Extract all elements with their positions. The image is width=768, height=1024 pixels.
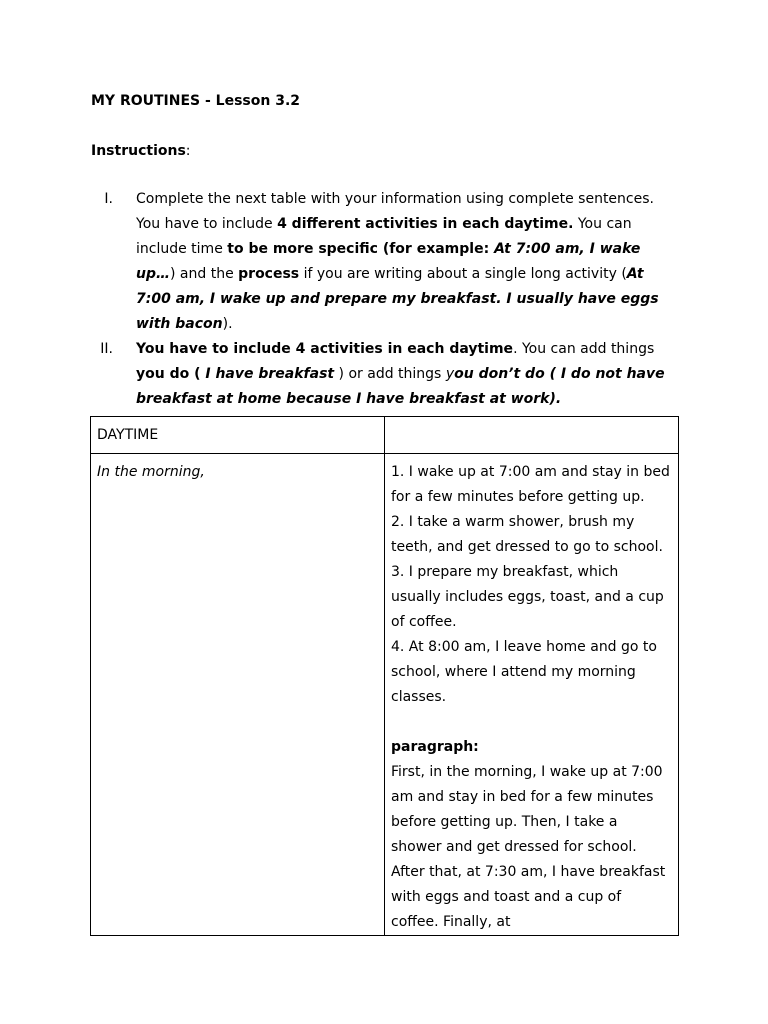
- instruction-text: . You can add things: [513, 341, 655, 357]
- activity-item-4: 4. At 8:00 am, I leave home and go to school, where I attend my morning classes.: [391, 639, 657, 705]
- table-header-empty: [385, 417, 679, 454]
- daytime-label: In the morning,: [97, 464, 205, 480]
- instruction-item-1: [91, 187, 681, 337]
- instruction-emphasis: process: [238, 266, 300, 282]
- paragraph-label: paragraph:: [391, 739, 479, 755]
- instruction-example: ou don’t do ( I do not have breakfast at home because I have breakfast at work).: [136, 366, 665, 407]
- instructions-colon: :: [185, 143, 191, 159]
- instruction-example: At 7:00 am, I wake up and prepare my breakfast. I usually have eggs with bacon: [136, 266, 659, 332]
- instruction-example: At 7:00 am, I wake up…: [136, 241, 641, 282]
- instruction-emphasis: 4 different activities in each daytime.: [277, 216, 574, 232]
- instruction-emphasis: you do (: [136, 366, 206, 382]
- list-marker: I.: [104, 191, 113, 207]
- instruction-text: if you are writing about a single long activity (: [299, 266, 627, 282]
- instruction-text: Complete the next table with your information using complete sentences. You have to include: [136, 191, 654, 232]
- activity-item-1: 1. I wake up at 7:00 am and stay in bed for a few minutes before getting up.: [391, 464, 670, 505]
- instruction-text: You can include time: [136, 216, 632, 257]
- instructions-list: [91, 187, 681, 412]
- instruction-example: I have breakfast: [205, 366, 335, 382]
- activities-cell: [385, 454, 679, 936]
- table-header-daytime: DAYTIME: [91, 417, 385, 454]
- paragraph-text: First, in the morning, I wake up at 7:00 am and stay in bed for a few minutes before getting up. Then, I take a shower and get dressed for school. After that, at 7:30 am, I have breakfast with eggs and toast and a cup of coffee. Finally, at: [391, 764, 666, 930]
- instruction-item-2: [91, 337, 681, 412]
- instruction-text: ) or add things: [334, 366, 446, 382]
- activity-item-2: 2. I take a warm shower, brush my teeth, and get dressed to go to school.: [391, 514, 663, 555]
- routine-table: [90, 416, 679, 936]
- instruction-text: y: [445, 366, 455, 382]
- activity-item-3: 3. I prepare my breakfast, which usually includes eggs, toast, and a cup of coffee.: [391, 564, 664, 630]
- page-title: MY ROUTINES - Lesson 3.2: [91, 93, 301, 109]
- table-header-row: [91, 417, 679, 454]
- instruction-emphasis: to be more specific (for example:: [227, 241, 495, 257]
- instructions-heading: [91, 141, 191, 161]
- list-marker: II.: [100, 341, 113, 357]
- instruction-text: ) and the: [170, 266, 239, 282]
- table-row: [91, 454, 679, 936]
- instruction-emphasis: You have to include 4 activities in each daytime: [136, 341, 514, 357]
- instruction-text: ).: [222, 316, 233, 332]
- daytime-label-cell: [91, 454, 385, 936]
- instructions-label: Instructions: [91, 143, 186, 159]
